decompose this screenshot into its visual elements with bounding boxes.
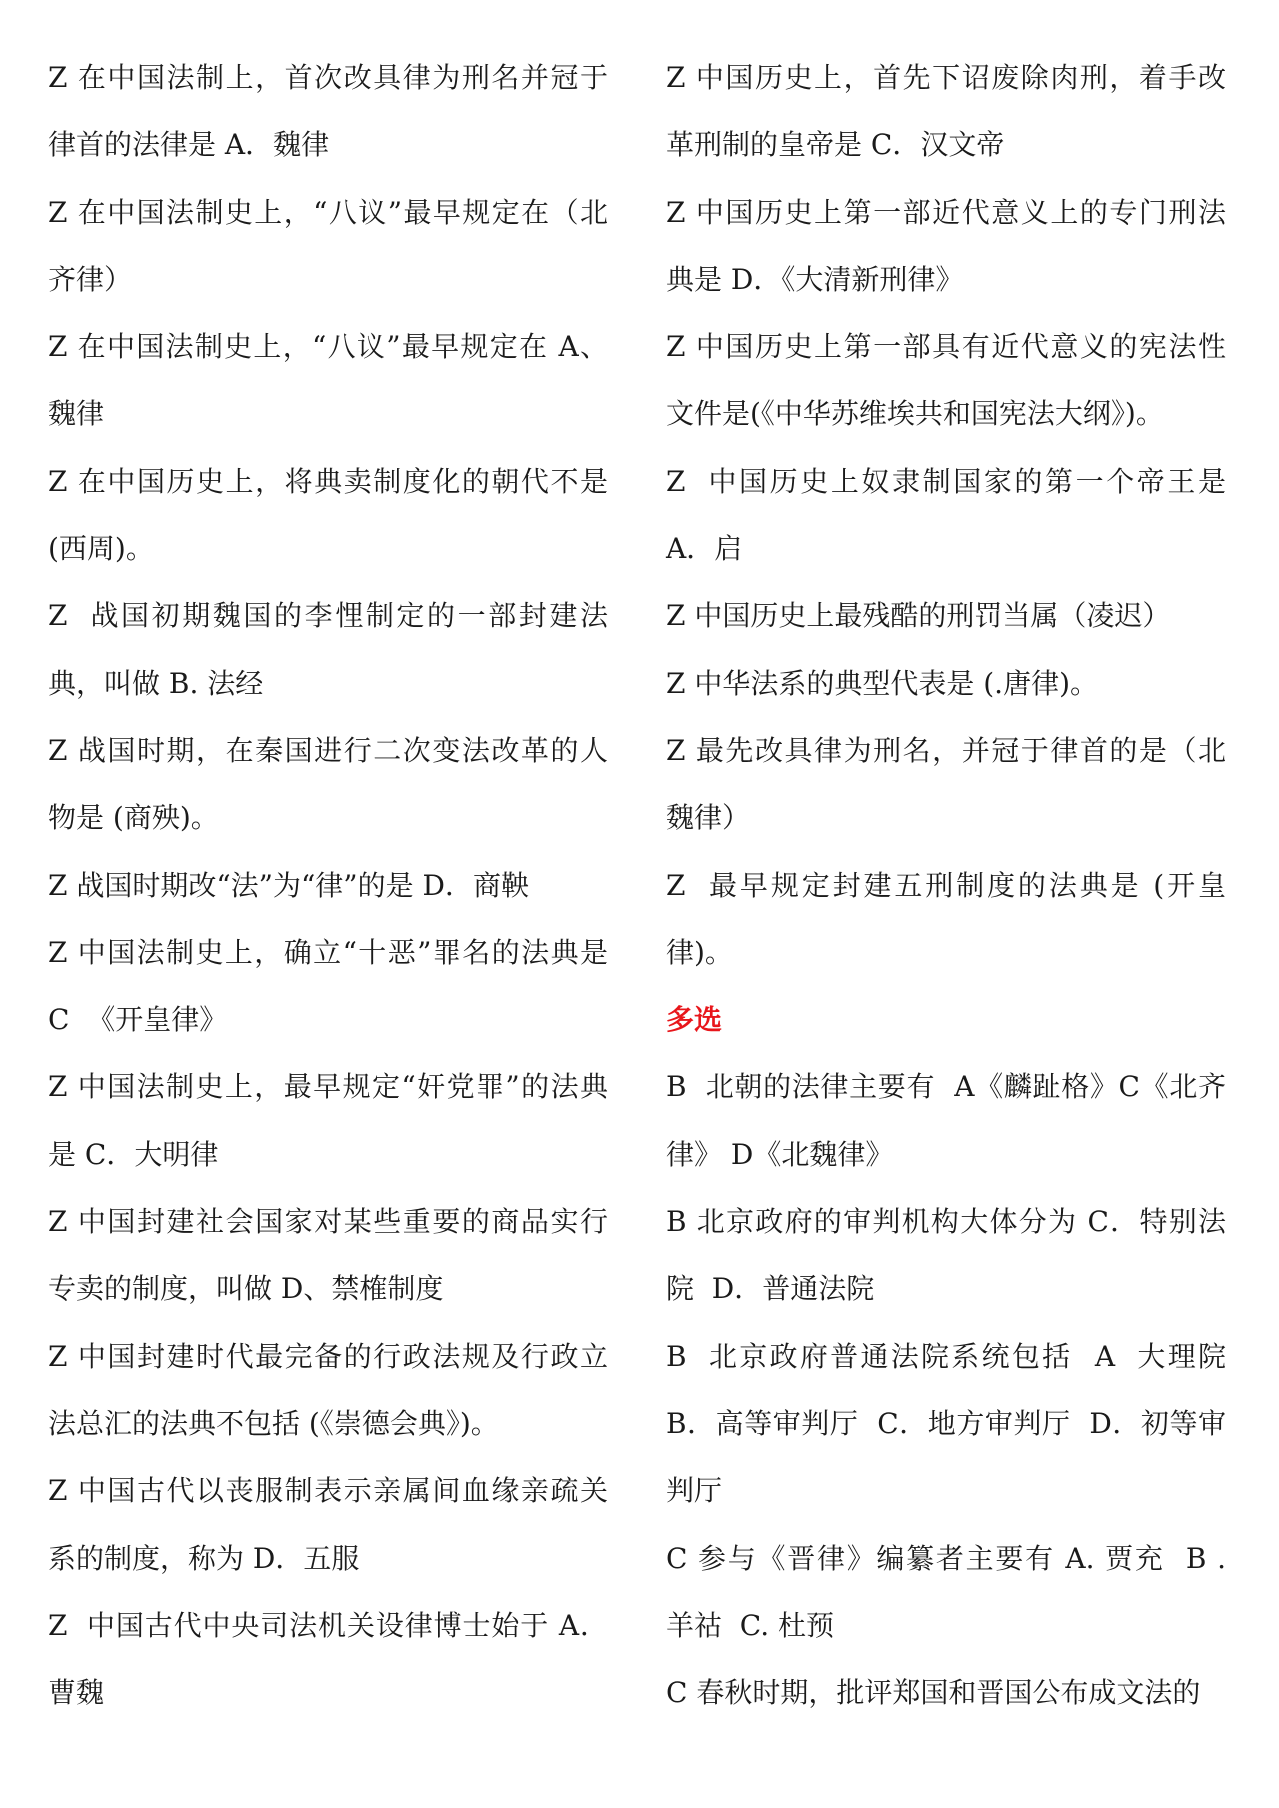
entry-paragraph: Z 在中国法制史上，“八议”最早规定在 A、魏律 (48, 330, 608, 431)
entry-paragraph: Z 中国历史上第一部近代意义上的专门刑法典是 D．《大清新刑律》 (666, 195, 1226, 296)
entry-paragraph: Z 中国历史上奴隶制国家的第一个帝王是 A．启 (666, 464, 1235, 566)
entry-paragraph: B 北京政府普通法院系统包括 A 大理院 B．高等审判厅 C．地方审判厅 D．初等审判厅 (666, 1339, 1235, 1508)
entry-paragraph: Z 战国时期，在秦国进行二次变法改革的人物是 (商殃)。 (48, 733, 608, 835)
entry-paragraph: Z 中国历史上第一部具有近代意义的宪法性文件是(《中华苏维埃共和国宪法大纲》)。 (666, 330, 1226, 431)
entry-paragraph: Z 中国古代中央司法机关设律博士始于 A．曹魏 (48, 1608, 608, 1710)
left-column (48, 44, 617, 1726)
entry-paragraph: Z 最早规定封建五刑制度的法典是 (开皇律)。 (666, 868, 1226, 969)
entry-paragraph: C 参与《晋律》编纂者主要有 A. 贾充 B . 羊祜 C. 杜预 (666, 1541, 1235, 1642)
entry-paragraph: Z 在中国历史上，将典卖制度化的朝代不是(西周)。 (48, 464, 608, 566)
entry-paragraph: Z 中国古代以丧服制表示亲属间血缘亲疏关系的制度，称为 D．五服 (48, 1474, 608, 1575)
section-heading-multiple-choice: 多选 (666, 1003, 723, 1037)
entry-paragraph: Z 中国封建社会国家对某些重要的商品实行专卖的制度，叫做 D、禁榷制度 (48, 1205, 608, 1306)
entry-paragraph: Z 中国法制史上，最早规定“奸党罪”的法典是 C．大明律 (48, 1070, 608, 1171)
entry-paragraph: Z 在中国法制上，首次改具律为刑名并冠于律首的法律是 A．魏律 (48, 61, 608, 162)
entry-paragraph: Z 战国初期魏国的李悝制定的一部封建法典，叫做 B. 法经 (48, 599, 608, 700)
entry-paragraph: Z 中华法系的典型代表是 (.唐律)。 (666, 666, 1099, 700)
right-column (666, 44, 1235, 1726)
entry-paragraph: Z 中国历史上最残酷的刑罚当属（凌迟） (666, 599, 1171, 633)
entry-paragraph: B 北京政府的审判机构大体分为 C．特别法院 D．普通法院 (666, 1205, 1226, 1306)
entry-paragraph: Z 中国封建时代最完备的行政法规及行政立法总汇的法典不包括 (《崇德会典》)。 (48, 1339, 608, 1440)
entry-paragraph: C 春秋时期，批评郑国和晋国公布成文法的 (666, 1676, 1201, 1710)
entry-paragraph: Z 中国法制史上，确立“十恶”罪名的法典是 C 《开皇律》 (48, 935, 617, 1037)
entry-paragraph: Z 中国历史上，首先下诏废除肉刑，着手改革刑制的皇帝是 C．汉文帝 (666, 61, 1226, 162)
entry-paragraph: Z 战国时期改“法”为“律”的是 D．商鞅 (48, 868, 529, 902)
entry-paragraph: B 北朝的法律主要有 A《麟趾格》C《北齐律》 D《北魏律》 (666, 1070, 1226, 1171)
entry-paragraph: Z 在中国法制史上，“八议”最早规定在（北齐律） (48, 195, 608, 296)
entry-paragraph: Z 最先改具律为刑名，并冠于律首的是（北魏律） (666, 733, 1226, 835)
